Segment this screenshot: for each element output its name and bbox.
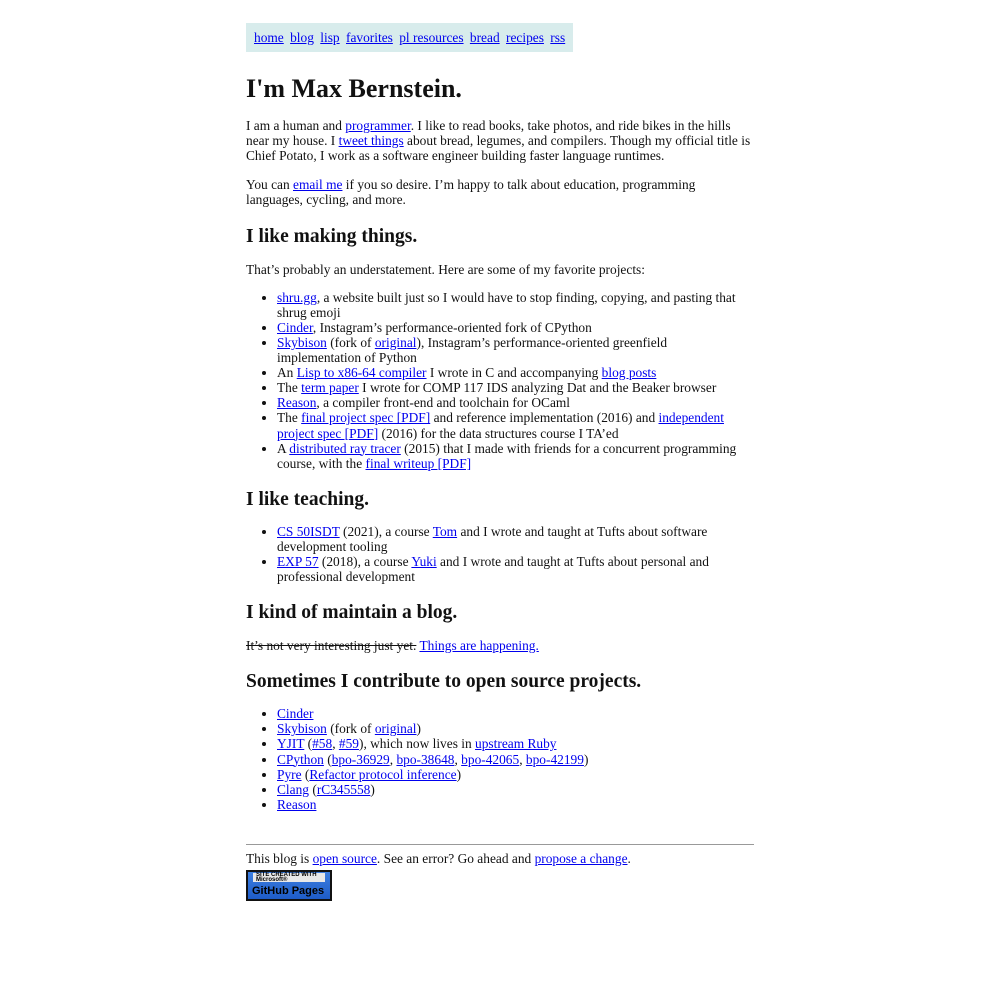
top-nav bbox=[246, 23, 573, 52]
text: ( bbox=[301, 766, 310, 782]
oss-list bbox=[246, 706, 754, 812]
pr-58-link[interactable]: #58 bbox=[312, 736, 333, 752]
text: (2015) that I made with friends for a concurrent programming course, with the bbox=[277, 440, 737, 471]
nav-home[interactable]: home bbox=[254, 30, 284, 45]
nav-blog[interactable]: blog bbox=[290, 30, 314, 45]
list-item bbox=[277, 365, 754, 380]
text: This blog is bbox=[246, 850, 313, 866]
text: , a website built just so I would have to stop finding, copying, and pasting that shrug emoji bbox=[277, 289, 736, 320]
text: I wrote for COMP 117 IDS analyzing Dat and the Beaker browser bbox=[358, 380, 717, 396]
blog-heading: I kind of maintain a blog. bbox=[246, 602, 458, 624]
open-source-link[interactable]: open source bbox=[312, 850, 377, 866]
person-link[interactable]: Yuki bbox=[411, 553, 437, 569]
nav-bread[interactable]: bread bbox=[469, 30, 500, 45]
intro-paragraph-2 bbox=[246, 177, 754, 207]
intro-paragraph-1 bbox=[246, 118, 754, 163]
list-item bbox=[277, 554, 754, 584]
person-link[interactable]: Tom bbox=[432, 523, 458, 539]
list-item bbox=[277, 752, 754, 767]
bpo-link[interactable]: bpo-42065 bbox=[461, 751, 520, 767]
list-item bbox=[277, 706, 754, 721]
text: A bbox=[277, 440, 290, 456]
bpo-link[interactable]: bpo-36929 bbox=[331, 751, 390, 767]
struck-text: It’s not very interesting just yet. bbox=[246, 638, 417, 654]
nav-favorites[interactable]: favorites bbox=[346, 30, 393, 45]
pyre-link[interactable]: Pyre bbox=[277, 766, 302, 782]
original-link[interactable]: original bbox=[374, 721, 417, 737]
list-item bbox=[277, 380, 754, 395]
project-link[interactable]: final writeup [PDF] bbox=[365, 455, 472, 471]
text: The bbox=[277, 380, 302, 396]
pr-59-link[interactable]: #59 bbox=[338, 736, 359, 752]
text: and I wrote and taught at Tufts about personal and professional development bbox=[277, 553, 709, 585]
badge-label: GitHub Pages bbox=[252, 885, 325, 897]
project-link[interactable]: Lisp to x86-64 compiler bbox=[296, 365, 427, 381]
text: (2021), a course bbox=[339, 523, 433, 539]
things-happening-link[interactable]: Things are happening. bbox=[419, 638, 539, 654]
list-item bbox=[277, 320, 754, 335]
list-item bbox=[277, 441, 754, 471]
nav-lisp[interactable]: lisp bbox=[320, 30, 340, 45]
list-item bbox=[277, 721, 754, 736]
text: ) bbox=[456, 766, 462, 782]
text: ), which now lives in bbox=[358, 736, 476, 752]
course-link[interactable]: EXP 57 bbox=[277, 553, 319, 569]
list-item bbox=[277, 782, 754, 797]
project-link[interactable]: term paper bbox=[301, 380, 359, 396]
text: I am a human and bbox=[246, 118, 346, 134]
text: I wrote in C and accompanying bbox=[426, 365, 602, 381]
project-link[interactable]: independent project spec [PDF] bbox=[277, 410, 724, 441]
clang-link[interactable]: Clang bbox=[277, 781, 309, 797]
text: about bread, legumes, and compilers. Though my official title is Chief Potato, I work as a software engineer building faster language runtimes. bbox=[246, 133, 751, 164]
teaching-heading: I like teaching. bbox=[246, 488, 369, 510]
text: (fork of bbox=[326, 334, 375, 350]
text: ), Instagram’s performance-oriented greenfield implementation of Python bbox=[277, 334, 668, 366]
email-me-link[interactable]: email me bbox=[293, 177, 343, 193]
pyre-pr-link[interactable]: Refactor protocol inference bbox=[309, 766, 457, 782]
text: and reference implementation (2016) and bbox=[430, 410, 659, 426]
github-pages-badge[interactable] bbox=[246, 870, 332, 901]
programmer-link[interactable]: programmer bbox=[345, 118, 411, 134]
bpo-link[interactable]: bpo-42199 bbox=[525, 751, 584, 767]
upstream-ruby-link[interactable]: upstream Ruby bbox=[475, 736, 557, 752]
text: ) bbox=[583, 751, 589, 767]
course-link[interactable]: CS 50ISDT bbox=[277, 523, 340, 539]
project-link[interactable]: Skybison bbox=[277, 334, 327, 350]
list-item bbox=[277, 736, 754, 751]
project-link[interactable]: shru.gg bbox=[277, 289, 317, 305]
tweet-things-link[interactable]: tweet things bbox=[338, 133, 404, 149]
blog-paragraph bbox=[246, 638, 754, 653]
text: ( bbox=[304, 736, 313, 752]
teaching-list bbox=[246, 524, 754, 584]
badge-caption: SITE CREATED WITH Microsoft® bbox=[253, 873, 325, 882]
text: ) bbox=[370, 781, 375, 797]
page-title: I'm Max Bernstein. bbox=[246, 74, 462, 104]
text: ( bbox=[309, 781, 317, 797]
text: , bbox=[519, 751, 526, 767]
page-content bbox=[246, 23, 754, 901]
text: You can bbox=[246, 177, 293, 193]
footer bbox=[246, 851, 754, 866]
nav-recipes[interactable]: recipes bbox=[506, 30, 544, 45]
text: , bbox=[389, 751, 397, 767]
text: , Instagram’s performance-oriented fork of CPython bbox=[312, 319, 592, 335]
nav-pl-resources[interactable]: pl resources bbox=[399, 30, 464, 45]
text: , bbox=[332, 736, 339, 752]
clang-rev-link[interactable]: rC345558 bbox=[316, 781, 371, 797]
yjit-link[interactable]: YJIT bbox=[277, 736, 305, 752]
text: An bbox=[277, 365, 297, 381]
nav-rss[interactable]: rss bbox=[550, 30, 566, 45]
project-link[interactable]: Reason bbox=[277, 395, 317, 411]
cpython-link[interactable]: CPython bbox=[277, 751, 324, 767]
bpo-link[interactable]: bpo-38648 bbox=[396, 751, 455, 767]
skybison-link[interactable]: Skybison bbox=[277, 721, 327, 737]
text: (2018), a course bbox=[318, 553, 412, 569]
list-item bbox=[277, 767, 754, 782]
text: ( bbox=[323, 751, 332, 767]
text: (fork of bbox=[326, 721, 375, 737]
text: , bbox=[454, 751, 462, 767]
list-item bbox=[277, 797, 754, 812]
text: if you so desire. I’m happy to talk about education, programming languages, cycling, and more. bbox=[246, 177, 696, 208]
list-item bbox=[277, 290, 754, 320]
oss-heading: Sometimes I contribute to open source projects. bbox=[246, 671, 642, 693]
cinder-link[interactable]: Cinder bbox=[277, 706, 314, 722]
reason-link[interactable]: Reason bbox=[277, 796, 317, 812]
text: ) bbox=[416, 721, 421, 737]
list-item bbox=[277, 335, 754, 365]
propose-change-link[interactable]: propose a change bbox=[534, 850, 628, 866]
text: . I like to read books, take photos, and ride bikes in the hills near my house. I bbox=[246, 118, 731, 149]
text: and I wrote and taught at Tufts about software development tooling bbox=[277, 523, 708, 554]
text: The bbox=[277, 410, 302, 426]
text: (2016) for the data structures course I TA’ed bbox=[378, 425, 619, 441]
project-link[interactable]: Cinder bbox=[277, 319, 313, 335]
text: , a compiler front-end and toolchain for OCaml bbox=[316, 395, 571, 411]
project-link[interactable]: blog posts bbox=[601, 365, 657, 381]
project-link[interactable]: final project spec [PDF] bbox=[301, 410, 431, 426]
projects-list bbox=[246, 290, 754, 471]
making-intro: That’s probably an understatement. Here are some of my favorite projects: bbox=[246, 261, 645, 277]
project-link[interactable]: distributed ray tracer bbox=[289, 440, 401, 456]
footer-divider bbox=[246, 844, 754, 845]
list-item bbox=[277, 395, 754, 410]
project-link[interactable]: original bbox=[374, 334, 417, 350]
text: . See an error? Go ahead and bbox=[376, 850, 535, 866]
making-heading: I like making things. bbox=[246, 225, 418, 247]
text: . bbox=[627, 850, 631, 866]
list-item bbox=[277, 524, 754, 554]
list-item bbox=[277, 410, 754, 440]
